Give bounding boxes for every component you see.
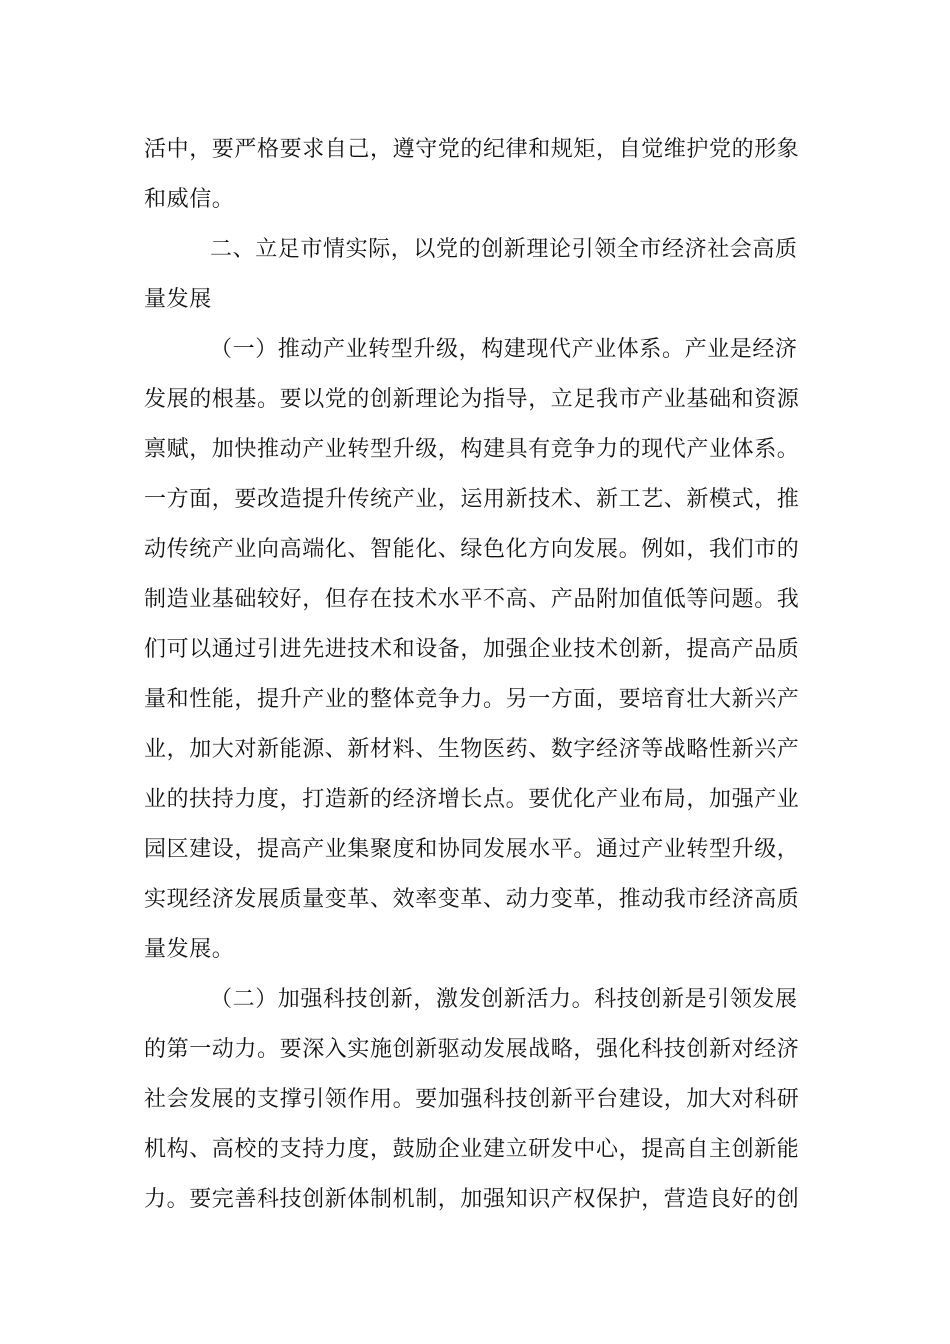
paragraph-line: 园区建设，提高产业集聚度和协同发展水平。通过产业转型升级，: [144, 837, 800, 862]
subsection-first-line: （二）加强科技创新，激发创新活力。科技创新是引领发展: [210, 987, 798, 1012]
paragraph-line: 一方面，要改造提升传统产业，运用新技术、新工艺、新模式，推: [144, 487, 800, 512]
paragraph-line: 禀赋，加快推动产业转型升级，构建具有竞争力的现代产业体系。: [144, 437, 800, 462]
paragraph-line: 业，加大对新能源、新材料、生物医药、数字经济等战略性新兴产: [144, 737, 800, 762]
section-heading-line: 二、立足市情实际，以党的创新理论引领全市经济社会高质: [210, 237, 798, 262]
paragraph-line: 力。要完善科技创新体制机制，加强知识产权保护，营造良好的创: [144, 1187, 800, 1212]
paragraph-line: 制造业基础较好，但存在技术水平不高、产品附加值低等问题。我: [144, 587, 800, 612]
paragraph-line: 动传统产业向高端化、智能化、绿色化方向发展。例如，我们市的: [144, 537, 800, 562]
paragraph-line: 和威信。: [144, 187, 235, 212]
paragraph-line: 们可以通过引进先进技术和设备，加强企业技术创新，提高产品质: [144, 637, 800, 662]
paragraph-line: 量和性能，提升产业的整体竞争力。另一方面，要培育壮大新兴产: [144, 687, 800, 712]
paragraph-line: 量发展。: [144, 937, 235, 962]
paragraph-line: 活中，要严格要求自己，遵守党的纪律和规矩，自觉维护党的形象: [144, 137, 800, 162]
paragraph-line: 实现经济发展质量变革、效率变革、动力变革，推动我市经济高质: [144, 887, 800, 912]
paragraph-line: 发展的根基。要以党的创新理论为指导，立足我市产业基础和资源: [144, 387, 800, 412]
paragraph-line: 业的扶持力度，打造新的经济增长点。要优化产业布局，加强产业: [144, 787, 800, 812]
paragraph-line: 社会发展的支撑引领作用。要加强科技创新平台建设，加大对科研: [144, 1087, 800, 1112]
paragraph-line: 机构、高校的支持力度，鼓励企业建立研发中心，提高自主创新能: [144, 1137, 800, 1162]
section-heading-line: 量发展: [144, 287, 212, 312]
subsection-first-line: （一）推动产业转型升级，构建现代产业体系。产业是经济: [210, 337, 798, 362]
paragraph-line: 的第一动力。要深入实施创新驱动发展战略，强化科技创新对经济: [144, 1037, 800, 1062]
